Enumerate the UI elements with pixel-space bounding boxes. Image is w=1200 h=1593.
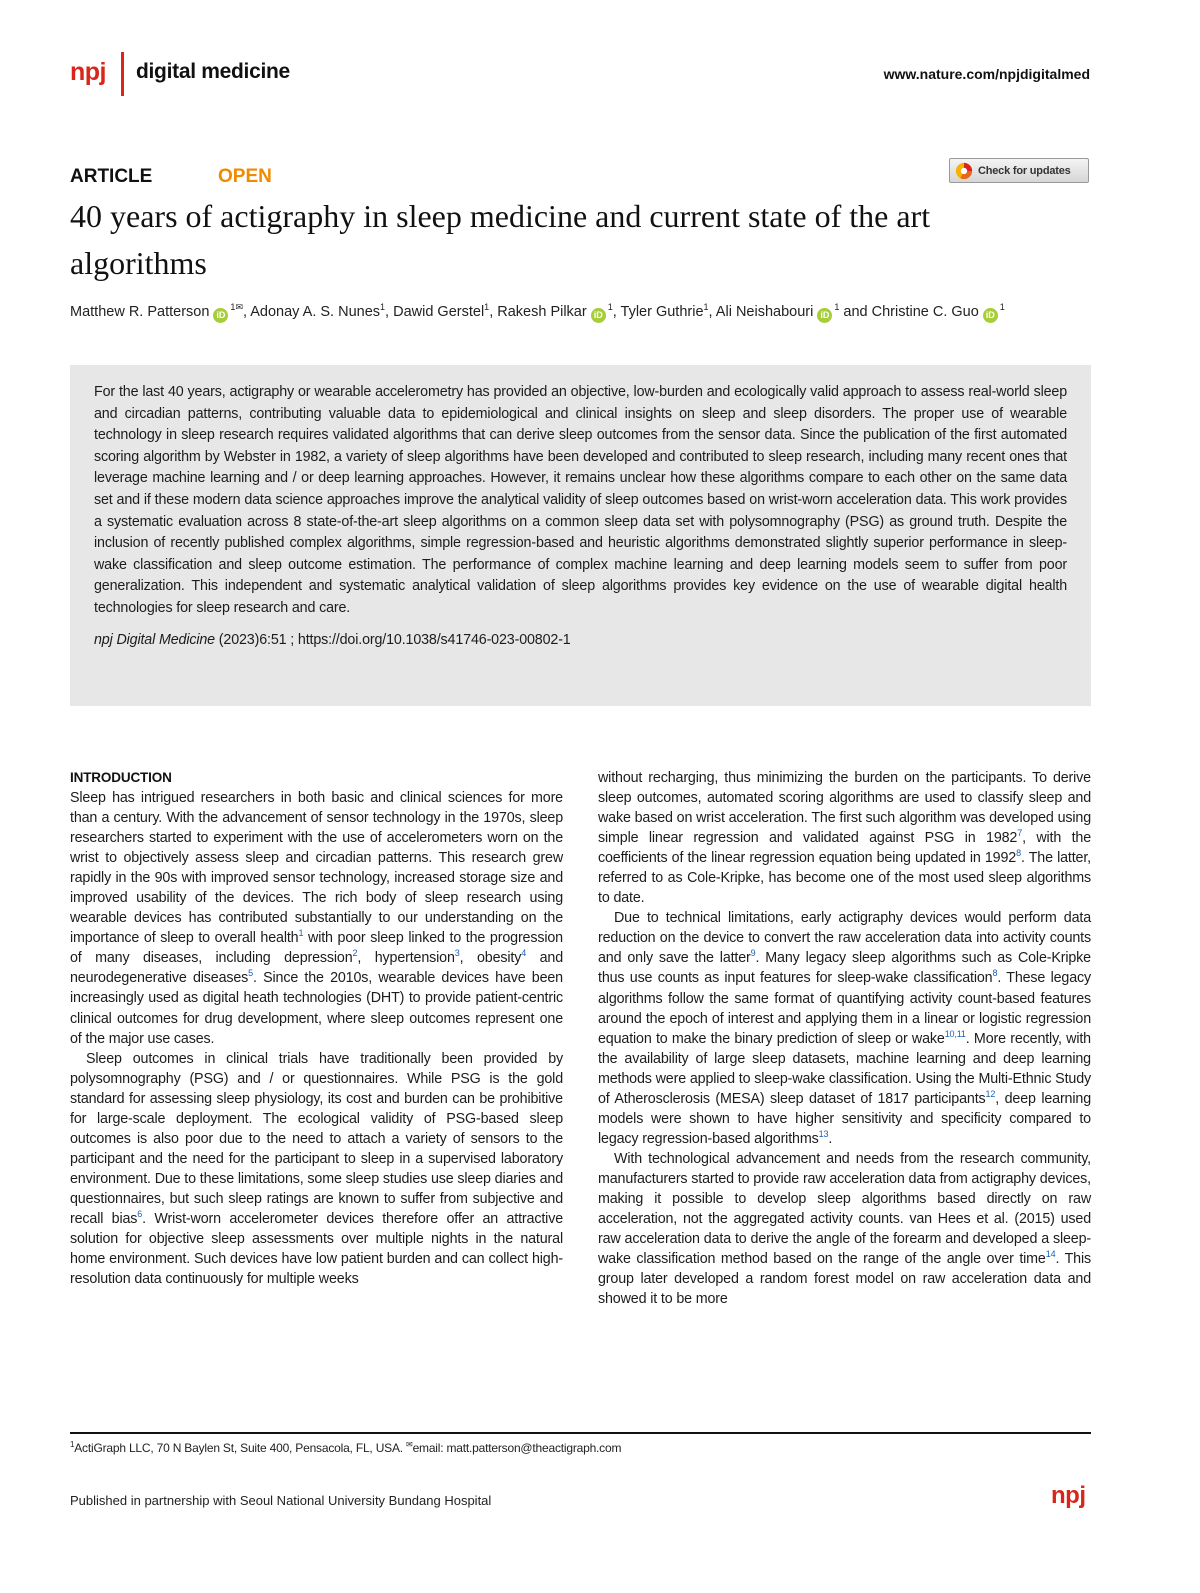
logo-divider [121, 52, 124, 96]
citation-journal: npj Digital Medicine [94, 631, 215, 648]
footer-brand-logo: npj [1051, 1482, 1086, 1509]
orcid-icon[interactable]: iD [591, 308, 606, 323]
reference-link[interactable]: 6 [137, 1209, 143, 1220]
affiliation-mark: 1 [703, 302, 709, 313]
reference-link[interactable]: 8 [1016, 848, 1021, 859]
journal-logo-brand[interactable]: npj [70, 58, 106, 86]
author-conjunction: and [843, 304, 868, 320]
envelope-icon: ✉ [406, 1440, 413, 1449]
author-name[interactable]: Matthew R. Patterson [70, 304, 210, 320]
orcid-icon[interactable]: iD [983, 308, 998, 323]
body-paragraph [598, 768, 1091, 908]
author-name[interactable]: Ali Neishabouri [715, 304, 814, 320]
paragraph-text: . This group later developed a random forest model on raw acceleration data and showed it to be more [598, 1251, 1091, 1308]
section-heading-introduction: INTRODUCTION [70, 770, 172, 785]
reference-link[interactable]: 9 [750, 948, 756, 959]
reference-link[interactable]: 1 [298, 928, 304, 939]
journal-url-link[interactable]: www.nature.com/npjdigitalmed [883, 66, 1090, 82]
citation-line [94, 630, 1067, 651]
article-type-label: ARTICLE [70, 166, 153, 187]
paragraph-text: Sleep has intrigued researchers in both basic and clinical sciences for more than a century. With the advancement of sensor technology in the 1970s, sleep researchers started to experiment with the use of accelerometers worn on the wrist to objectively assess sleep and circadian patterns. This research grew rapidly in the 90s with improved sensor technology, increased storage size and improved usability of the devices. The rich body of sleep research using wearable devices has contributed substantially to our understanding on the importance of sleep to overall health [70, 790, 563, 947]
affiliation-mark: 1 [230, 302, 236, 313]
reference-link[interactable]: 7 [1017, 828, 1023, 839]
reference-link[interactable]: 4 [521, 948, 527, 959]
reference-link[interactable]: 10,11 [944, 1028, 966, 1039]
body-paragraph [70, 788, 563, 1049]
reference-link[interactable]: 5 [248, 968, 254, 979]
check-for-updates-badge-icon [955, 162, 973, 180]
affiliation-mark: 1 [380, 302, 386, 313]
author-name[interactable]: Dawid Gerstel [393, 304, 485, 320]
affiliation-mark: 1 [607, 302, 613, 313]
body-paragraph [598, 1149, 1091, 1309]
paragraph-text: . Many legacy sleep algorithms such as Cole-Kripke thus use counts as input features for sleep-wake classification [598, 950, 1091, 987]
author-name[interactable]: Tyler Guthrie [620, 304, 704, 320]
orcid-icon[interactable]: iD [213, 308, 228, 323]
body-column-left [70, 768, 563, 1289]
author-list: Matthew R. Patterson $iD^{1✉}$, Adonay A. S. Nunes$^1$, Dawid Gerstel$^1$, Rakesh Pilkar $iD^1$, Tyler Guthrie$^1$, Ali Neishabouri $iD^1$ and Christine C. Guo $iD^1$ [70, 301, 1100, 323]
check-for-updates-label: Check for updates [978, 164, 1071, 177]
paragraph-text: , with the coefficients of the linear regression equation being updated in 1992 [598, 830, 1092, 867]
author-name[interactable]: Rakesh Pilkar [497, 304, 587, 320]
paragraph-text: , deep learning models were shown to have higher sensitivity and specificity compared to legacy regression-based algorithms [598, 1090, 1091, 1147]
affiliation-mark: 1 [999, 302, 1005, 313]
footnote-divider [70, 1432, 1091, 1434]
paper-title: 40 years of actigraphy in sleep medicine and current state of the art algorithms [70, 198, 931, 281]
paragraph-text: . Wrist-worn accelerometer devices therefore offer an attractive solution for objective sleep assessments over multiple nights in the natural home environment. Such devices have low patient burden and can collect high-resolution data continuously for multiple weeks [70, 1210, 563, 1288]
partnership-note: Published in partnership with Seoul National University Bundang Hospital [70, 1493, 492, 1508]
paragraph-text: With technological advancement and needs from the research community, manufacturers started to provide raw acceleration data from actigraphy devices, making it possible to develop sleep algorithms based directly on raw acceleration, not the aggregated activity counts. van Hees et al. (2015) used raw acceleration data to derive the angle of the forearm and developed a sleep-wake classification method based on the range of the angle over time [598, 1150, 1091, 1268]
reference-link[interactable]: 8 [992, 968, 998, 979]
affiliation-text: ActiGraph LLC, 70 N Baylen St, Suite 400, Pensacola, FL, USA. [74, 1441, 403, 1455]
body-paragraph [70, 1049, 563, 1290]
paragraph-text: . Since the 2010s, wearable devices have been increasingly used as digital heath technologies (DHT) to provide patient-centric clinical outcomes for drug development, where sleep outcomes represent one of the major use cases. [70, 970, 563, 1047]
paragraph-text: , hypertension [357, 950, 455, 967]
reference-link[interactable]: 2 [352, 948, 358, 959]
paragraph-text: , obesity [459, 950, 522, 967]
abstract-box [70, 365, 1091, 706]
paragraph-text: . More recently, with the availability of large sleep datasets, machine learning and deep learning methods were applied to sleep-wake classification. Using the Multi-Ethnic Study of Atherosclerosis (MESA) sleep dataset of 1817 participants [598, 1030, 1091, 1107]
body-paragraph [598, 908, 1091, 1149]
paragraph-text: Due to technical limitations, early actigraphy devices would perform data reduction on the device to convert the raw acceleration data into activity counts and only save the latter [598, 910, 1091, 967]
paragraph-text: and neurodegenerative diseases [70, 950, 563, 987]
paragraph-text: with poor sleep linked to the progression of many diseases, including depression [70, 930, 563, 967]
reference-link[interactable]: 13 [818, 1129, 829, 1140]
paragraph-text: without recharging, thus minimizing the burden on the participants. To derive sleep outcomes, automated scoring algorithms are used to classify sleep and wake based on wrist acceleration. The first such algorithm was developed using simple linear regression and validated against PSG in 1982 [598, 770, 1091, 847]
journal-logo-name[interactable]: digital medicine [136, 60, 290, 83]
check-for-updates-button[interactable] [949, 158, 1089, 183]
paragraph-text: Sleep outcomes in clinical trials have traditionally been provided by polysomnography (PSG) and / or questionnaires. While PSG is the gold standard for assessing sleep physiology, its cost and burden can be prohibitive for large-scale deployment. The ecological validity of PSG-based sleep outcomes is also poor due to the need to attach a variety of sensors to the participant and the need for the participant to sleep in a supervised laboratory environment. Due to these limitations, some sleep studies use sleep diaries and questionnaires, but such sleep ratings are known to suffer from subjective and recall bias [70, 1050, 563, 1227]
abstract-text: For the last 40 years, actigraphy or wearable accelerometry has provided an objective, low-burden and ecologically valid approach to assess real-world sleep and circadian patterns, contributing valuable data to epidemiological and clinical insights on sleep and sleep disorders. The proper use of wearable technology in sleep research requires validated algorithms that can derive sleep outcomes from the sensor data. Since the publication of the first automated scoring algorithm by Webster in 1982, a variety of sleep algorithms have been developed and contributed to sleep research, including many recent ones that leverage machine learning and / or deep learning approaches. However, it remains unclear how these algorithms compare to each other on the same data set and if these modern data science approaches improve the analytical validity of sleep outcomes based on wrist-worn acceleration data. This work provides a systematic evaluation across 8 state-of-the-art sleep algorithms on a common sleep data set with polysomnography (PSG) as ground truth. Despite the inclusion of recently published complex algorithms, simple regression-based and heuristic algorithms demonstrated slightly superior performance in sleep-wake classification and sleep outcome estimation. The performance of complex machine learning and deep learning models seem to suffer from poor generalization. This independent and systematic analytical validation of sleep algorithms provides key evidence on the use of wearable digital health technologies for sleep research and care. [94, 384, 1067, 616]
affiliation-mark: 1 [834, 302, 840, 313]
paragraph-text: . [828, 1130, 833, 1147]
envelope-icon[interactable]: ✉ [235, 302, 243, 313]
author-name[interactable]: Adonay A. S. Nunes [250, 304, 381, 320]
affiliation-footnote [70, 1441, 621, 1455]
paragraph-text: . The latter, referred to as Cole-Kripke, has become one of the most used sleep algorithms to date. [598, 850, 1091, 907]
reference-link[interactable]: 12 [985, 1088, 996, 1099]
orcid-icon[interactable]: iD [817, 308, 832, 323]
corresponding-email-link[interactable]: email: matt.patterson@theactigraph.com [412, 1441, 622, 1455]
reference-link[interactable]: 3 [454, 948, 460, 959]
affiliation-mark: 1 [70, 1440, 75, 1449]
citation-doi-link[interactable]: (2023)6:51 ; https://doi.org/10.1038/s41746-023-00802-1 [214, 631, 571, 648]
reference-link[interactable]: 14 [1045, 1249, 1056, 1260]
body-column-right [598, 768, 1091, 1309]
paragraph-text: . These legacy algorithms follow the same format of quantifying activity count-based features around the epoch of interest and applying them in a linear or logistic regression equation to make the binary prediction of sleep or wake [598, 970, 1091, 1047]
author-name[interactable]: Christine C. Guo [871, 304, 979, 320]
affiliation-mark: 1 [484, 302, 490, 313]
open-access-label: OPEN [218, 166, 272, 187]
